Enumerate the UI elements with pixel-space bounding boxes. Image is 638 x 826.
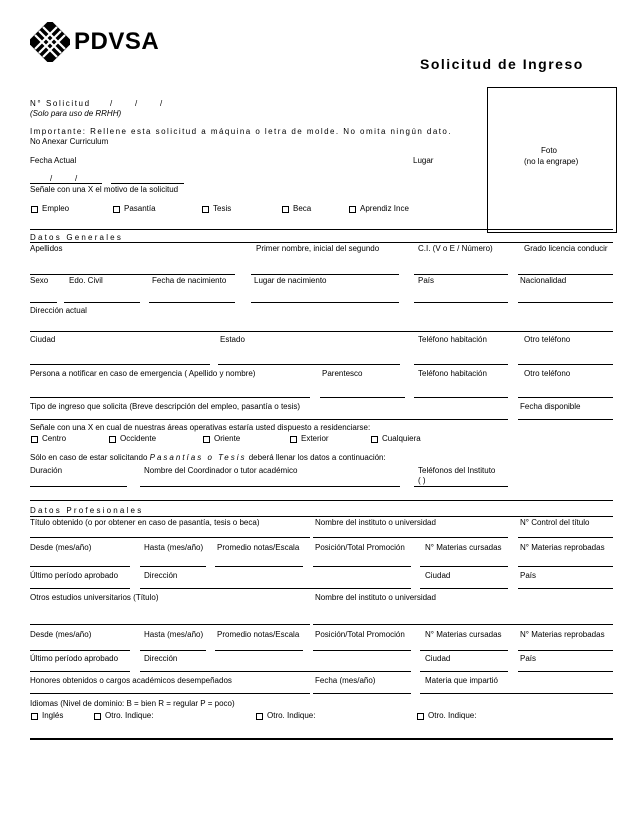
no-attach-note: No Anexar Curriculum [30, 137, 109, 146]
label-promedio-2: Promedio notas/Escala [217, 630, 300, 639]
pasantias-instruction [30, 453, 386, 463]
field-telefonos-instituto[interactable] [414, 486, 508, 487]
pasantias-instruction-emphasis: Pasantías o Tesis [149, 453, 247, 462]
field-hasta[interactable] [140, 566, 206, 567]
date-slash-1: / [50, 174, 53, 183]
checkbox-oriente[interactable] [203, 436, 210, 443]
profesionales-top-line [30, 516, 613, 517]
checkbox-otro-idioma-3[interactable] [417, 713, 424, 720]
field-fecha-honores[interactable] [313, 693, 411, 694]
field-pais-instituto[interactable] [518, 588, 613, 589]
photo-label: Foto [541, 146, 558, 155]
reason-beca: Beca [293, 204, 312, 213]
field-tipo-ingreso[interactable] [30, 419, 508, 420]
label-hasta-2: Hasta (mes/año) [144, 630, 204, 639]
section-datos-generales: Datos Generales [30, 233, 124, 242]
field-estado[interactable] [218, 364, 400, 365]
slash-1: / [110, 99, 113, 108]
solo-rrhh-note: (Solo para uso de RRHH) [30, 109, 122, 118]
field-duracion[interactable] [30, 486, 127, 487]
label-pais-instituto-2: País [520, 654, 537, 663]
label-promedio: Promedio notas/Escala [217, 543, 300, 552]
label-primer-nombre: Primer nombre, inicial del segundo [256, 244, 380, 253]
label-pais-instituto: País [520, 571, 537, 580]
label-ciudad: Ciudad [30, 335, 56, 344]
field-desde-2[interactable] [30, 650, 130, 651]
field-materias-cursadas[interactable] [420, 566, 508, 567]
label-hasta: Hasta (mes/año) [144, 543, 204, 552]
checkbox-otro-idioma-2[interactable] [256, 713, 263, 720]
checkbox-cualquiera[interactable] [371, 436, 378, 443]
form-title: Solicitud de Ingreso [420, 56, 584, 72]
label-otro-telefono: Otro teléfono [524, 335, 571, 344]
label-grado-licencia: Grado licencia conducir [524, 244, 608, 253]
brand-name: PDVSA [74, 28, 160, 55]
label-tipo-ingreso: Tipo de ingreso que solicita (Breve descripción del empleo, pasantía o tesis) [30, 402, 301, 411]
reason-tesis: Tesis [213, 204, 232, 213]
label-apellidos: Apellidos [30, 244, 63, 253]
reason-aprendiz-ince: Aprendiz Ince [360, 204, 409, 213]
label-direccion-instituto: Dirección [144, 571, 178, 580]
generales-top-line [30, 242, 613, 243]
field-ciudad-instituto-2[interactable] [420, 671, 508, 672]
checkbox-empleo[interactable] [31, 206, 38, 213]
slash-3: / [160, 99, 163, 108]
field-edo-civil[interactable] [64, 302, 140, 303]
field-promedio[interactable] [215, 566, 303, 567]
field-control-titulo[interactable] [518, 537, 613, 538]
date-slash-2: / [75, 174, 78, 183]
slash-2: / [135, 99, 138, 108]
checkbox-pasantia[interactable] [113, 206, 120, 213]
label-ultimo-periodo: Último período aprobado [30, 571, 119, 580]
label-nacionalidad: Nacionalidad [520, 276, 567, 285]
label-control-titulo: N° Control del título [520, 518, 590, 527]
label-titulo: Título obtenido (o por obtener en caso de pasantía, tesis o beca) [30, 518, 260, 527]
label-direccion: Dirección actual [30, 306, 87, 315]
field-telefono-habitacion[interactable] [414, 364, 508, 365]
place-label: Lugar [413, 156, 434, 165]
field-desde[interactable] [30, 566, 130, 567]
field-telefono-emergencia[interactable] [414, 397, 508, 398]
label-honores: Honores obtenidos o cargos académicos desempeñados [30, 676, 232, 685]
field-apellidos[interactable] [30, 274, 235, 275]
idioma-ingles: Inglés [42, 711, 64, 720]
label-sexo: Sexo [30, 276, 49, 285]
field-materias-reprobadas[interactable] [518, 566, 613, 567]
field-ciudad-instituto[interactable] [420, 588, 508, 589]
reason-empleo: Empleo [42, 204, 70, 213]
field-instituto[interactable] [313, 537, 508, 538]
area-centro: Centro [42, 434, 67, 443]
label-telefono-habitacion-emergencia: Teléfono habitación [418, 369, 487, 378]
field-parentesco[interactable] [320, 397, 405, 398]
field-ciudad[interactable] [30, 364, 210, 365]
field-fecha-disponible[interactable] [518, 419, 613, 420]
area-occidente: Occidente [120, 434, 157, 443]
label-coordinador: Nombre del Coordinador o tutor académico [144, 466, 298, 475]
reason-pasantia: Pasantía [124, 204, 156, 213]
field-otro-telefono[interactable] [518, 364, 613, 365]
separator-profesionales [30, 500, 613, 501]
area-cualquiera: Cualquiera [382, 434, 421, 443]
checkbox-beca[interactable] [282, 206, 289, 213]
form-bottom-rule [30, 738, 613, 740]
label-instituto-2: Nombre del instituto o universidad [315, 593, 436, 602]
label-direccion-instituto-2: Dirección [144, 654, 178, 663]
field-posicion-2[interactable] [313, 650, 411, 651]
label-desde-2: Desde (mes/año) [30, 630, 92, 639]
field-persona-emergencia[interactable] [30, 397, 310, 398]
solicitud-number-label: N° Solicitud [30, 99, 91, 108]
field-fecha-nacimiento[interactable] [149, 302, 235, 303]
field-coordinador[interactable] [140, 486, 400, 487]
label-ciudad-instituto-2: Ciudad [425, 654, 451, 663]
separator-generales [30, 229, 613, 230]
field-ci[interactable] [414, 274, 508, 275]
label-instituto: Nombre del instituto o universidad [315, 518, 436, 527]
label-materia-impartio: Materia que impartió [425, 676, 498, 685]
section-datos-profesionales: Datos Profesionales [30, 506, 144, 515]
field-direccion-instituto-2[interactable] [140, 671, 411, 672]
label-ciudad-instituto: Ciudad [425, 571, 451, 580]
label-materias-reprobadas-2: N° Materias reprobadas [520, 630, 605, 639]
pasantias-instruction-post: deberá llenar los datos a continuación: [248, 453, 386, 462]
field-honores[interactable] [30, 693, 310, 694]
checkbox-occidente[interactable] [109, 436, 116, 443]
pdvsa-logo [30, 22, 160, 64]
reason-instruction: Señale con una X el motivo de la solicitud [30, 185, 179, 194]
label-materias-cursadas-2: N° Materias cursadas [425, 630, 502, 639]
field-otro-telefono-emergencia[interactable] [518, 397, 613, 398]
label-telefono-habitacion: Teléfono habitación [418, 335, 487, 344]
area-exterior: Exterior [301, 434, 329, 443]
photo-note: (no la engrape) [524, 157, 579, 166]
field-primer-nombre[interactable] [251, 274, 399, 275]
label-materias-reprobadas: N° Materias reprobadas [520, 543, 605, 552]
date-line[interactable] [30, 183, 102, 184]
checkbox-centro[interactable] [31, 436, 38, 443]
checkbox-otro-idioma-1[interactable] [94, 713, 101, 720]
checkbox-aprendiz-ince[interactable] [349, 206, 356, 213]
field-pais[interactable] [414, 302, 508, 303]
checkbox-exterior[interactable] [290, 436, 297, 443]
field-sexo[interactable] [30, 302, 57, 303]
field-hasta-2[interactable] [140, 650, 206, 651]
label-ci: C.I. (V o E / Número) [418, 244, 493, 253]
current-date-label: Fecha Actual [30, 156, 77, 165]
areas-instruction: Señale con una X en cual de nuestras áreas operativas estaría usted dispuesto a residenciarse: [30, 423, 371, 432]
field-pais-instituto-2[interactable] [518, 671, 613, 672]
field-nacionalidad[interactable] [518, 302, 613, 303]
label-parentesco: Parentesco [322, 369, 363, 378]
field-materia-impartio[interactable] [420, 693, 613, 694]
label-edo-civil: Edo. Civil [69, 276, 103, 285]
checkbox-ingles[interactable] [31, 713, 38, 720]
field-materias-reprobadas-2[interactable] [518, 650, 613, 651]
label-estado: Estado [220, 335, 245, 344]
field-titulo[interactable] [30, 537, 310, 538]
label-fecha-disponible: Fecha disponible [520, 402, 581, 411]
label-persona-emergencia: Persona a notificar en caso de emergencia ( Apellido y nombre) [30, 369, 256, 378]
field-ultimo-periodo-2[interactable] [30, 671, 130, 672]
idioma-otro-3: Otro. Indique: [428, 711, 477, 720]
area-oriente: Oriente [214, 434, 241, 443]
label-telefonos-instituto: Teléfonos del Instituto [418, 466, 496, 475]
field-otros-estudios[interactable] [30, 624, 310, 625]
label-lugar-nacimiento: Lugar de nacimiento [254, 276, 327, 285]
pasantias-instruction-pre: Sólo en caso de estar solicitando [30, 453, 148, 462]
field-materias-cursadas-2[interactable] [420, 650, 508, 651]
checkbox-tesis[interactable] [202, 206, 209, 213]
field-grado-licencia[interactable] [518, 274, 613, 275]
label-idiomas: Idiomas (Nivel de dominio: B = bien R = regular P = poco) [30, 699, 235, 708]
field-instituto-2[interactable] [313, 624, 613, 625]
label-ultimo-periodo-2: Último período aprobado [30, 654, 119, 663]
idioma-otro-1: Otro. Indique: [105, 711, 154, 720]
place-line[interactable] [111, 183, 184, 184]
important-note: Importante: Rellene esta solicitud a máquina o letra de molde. No omita ningún dato. [30, 127, 452, 136]
field-direccion[interactable] [30, 331, 613, 332]
field-direccion-instituto[interactable] [140, 588, 411, 589]
pdvsa-sun-icon [30, 22, 70, 62]
label-desde: Desde (mes/año) [30, 543, 92, 552]
telefonos-instituto-paren: ( ) [418, 476, 426, 485]
label-materias-cursadas: N° Materias cursadas [425, 543, 502, 552]
label-posicion-2: Posición/Total Promoción [315, 630, 405, 639]
label-pais: País [418, 276, 435, 285]
label-otro-telefono-emergencia: Otro teléfono [524, 369, 571, 378]
label-fecha-honores: Fecha (mes/año) [315, 676, 376, 685]
field-posicion[interactable] [313, 566, 411, 567]
field-promedio-2[interactable] [215, 650, 303, 651]
field-lugar-nacimiento[interactable] [251, 302, 399, 303]
label-posicion: Posición/Total Promoción [315, 543, 405, 552]
label-fecha-nacimiento: Fecha de nacimiento [152, 276, 227, 285]
field-ultimo-periodo[interactable] [30, 588, 130, 589]
idioma-otro-2: Otro. Indique: [267, 711, 316, 720]
label-duracion: Duración [30, 466, 63, 475]
label-otros-estudios: Otros estudios universitarios (Título) [30, 593, 159, 602]
